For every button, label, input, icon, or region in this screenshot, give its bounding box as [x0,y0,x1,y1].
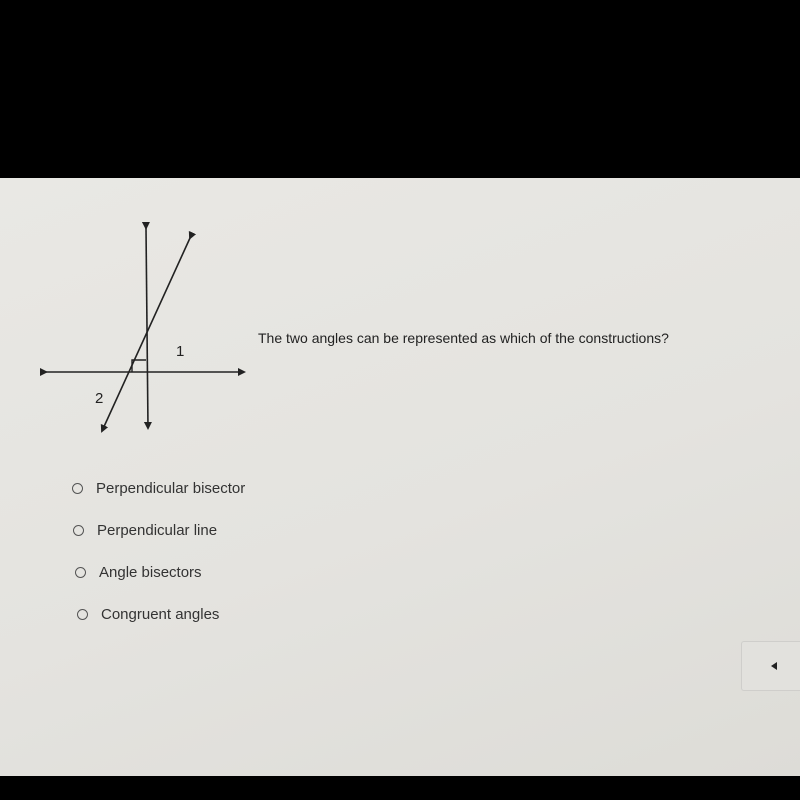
option-perpendicular-bisector[interactable] [72,478,245,498]
previous-button[interactable] [741,641,800,691]
answer-options [72,478,245,646]
radio-button[interactable] [73,525,84,536]
option-angle-bisectors[interactable] [75,562,245,582]
option-label: Congruent angles [101,605,220,623]
option-perpendicular-line[interactable] [73,520,245,540]
radio-button[interactable] [72,483,83,494]
option-congruent-angles[interactable] [77,604,245,624]
angle-2-label: 2 [95,390,104,407]
radio-button[interactable] [77,609,88,620]
option-label: Perpendicular bisector [96,479,246,497]
arrow-left-icon [771,662,777,670]
angle-1-label: 1 [176,343,185,360]
quiz-screen [0,178,800,776]
radio-button[interactable] [75,567,86,578]
option-label: Angle bisectors [99,563,202,581]
angle-diagram [40,222,250,437]
option-label: Perpendicular line [97,521,218,539]
vertical-line [146,228,148,428]
question-text: The two angles can be represented as which of the constructions? [258,330,669,346]
